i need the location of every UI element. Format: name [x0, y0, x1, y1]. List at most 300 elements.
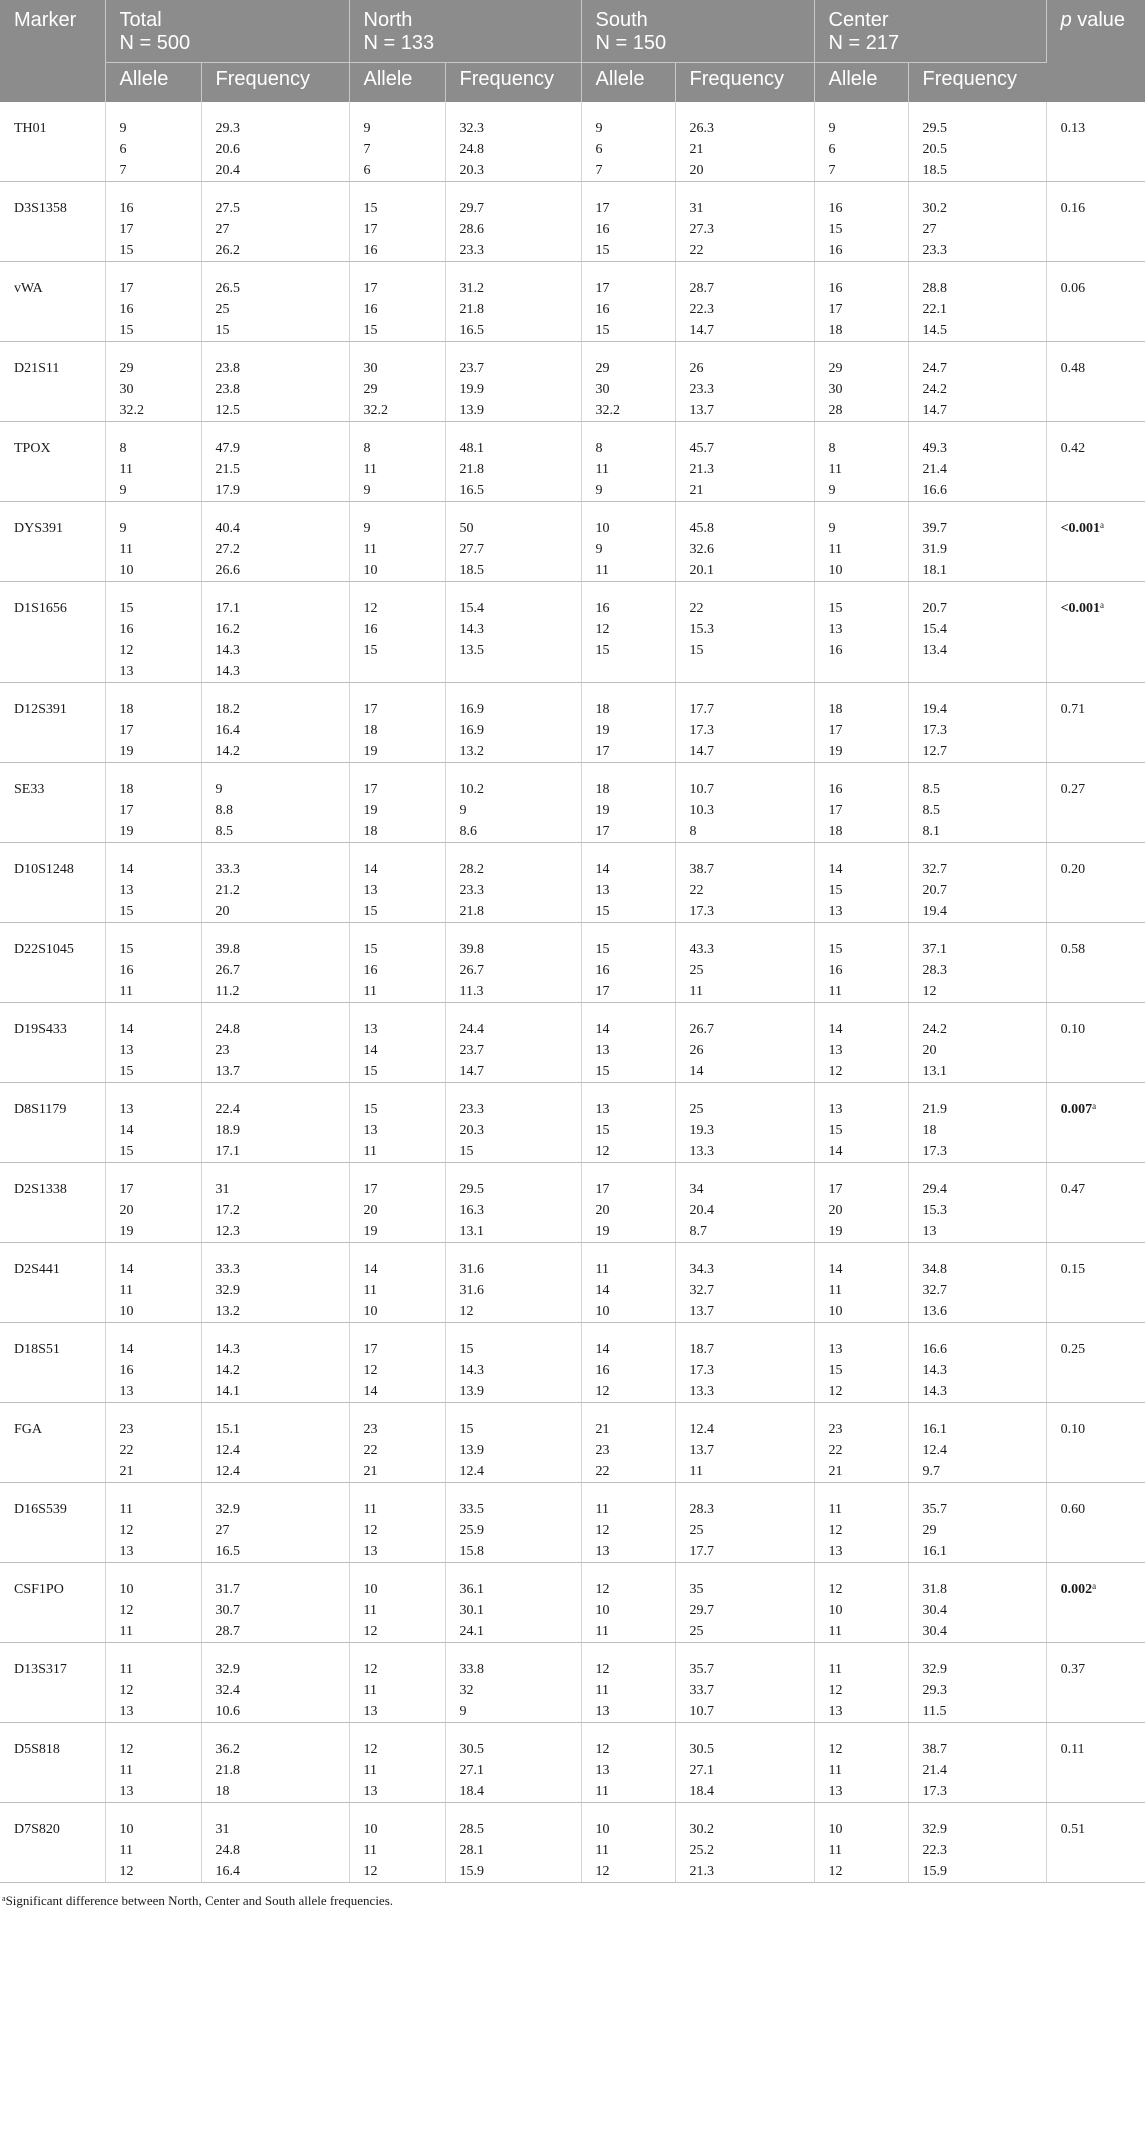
allele-cell — [349, 582, 445, 683]
frequency-value: 22.4 — [215, 1102, 240, 1117]
allele-value: 22 — [828, 1443, 843, 1458]
allele-value: 16 — [119, 1363, 134, 1378]
frequency-value: 16.1 — [922, 1544, 948, 1559]
allele-value: 19 — [119, 1224, 134, 1239]
frequency-cell — [675, 422, 814, 502]
frequency-value: 33.8 — [459, 1662, 485, 1677]
frequency-value: 12.5 — [215, 403, 240, 418]
allele-cell — [105, 1323, 201, 1403]
allele-value: 22 — [595, 1464, 610, 1479]
frequency-cell — [445, 1003, 581, 1083]
marker-cell: D22S1045 — [0, 923, 105, 1003]
frequency-value: 16.2 — [215, 622, 240, 637]
allele-cell — [581, 582, 675, 683]
frequency-value: 14.5 — [922, 323, 948, 338]
frequency-cell — [445, 923, 581, 1003]
allele-value: 16 — [828, 643, 843, 658]
allele-value: 14 — [595, 1022, 610, 1037]
p-value-header: p value — [1046, 0, 1145, 102]
allele-value: 14 — [363, 1043, 378, 1058]
allele-value: 17 — [119, 803, 134, 818]
allele-value: 11 — [828, 1502, 843, 1517]
frequency-value: 22.3 — [689, 302, 715, 317]
allele-value: 11 — [828, 1662, 843, 1677]
frequency-value: 15.4 — [922, 622, 948, 637]
frequency-value: 8.7 — [689, 1224, 708, 1239]
frequency-value: 31 — [215, 1182, 230, 1197]
table-body — [0, 102, 1145, 1883]
allele-cell — [814, 1643, 908, 1723]
allele-value: 11 — [119, 984, 133, 999]
frequency-value: 17.3 — [922, 1784, 948, 1799]
allele-value: 11 — [363, 1144, 377, 1159]
frequency-cell — [675, 843, 814, 923]
allele-cell — [349, 1003, 445, 1083]
frequency-header: Frequency — [201, 63, 349, 103]
allele-value: 15 — [363, 643, 378, 658]
frequency-cell — [201, 1243, 349, 1323]
allele-value: 15 — [828, 601, 843, 616]
p-value-cell — [1046, 102, 1145, 182]
frequency-value: 12.4 — [459, 1464, 485, 1479]
allele-value: 14 — [119, 862, 134, 877]
p-value-cell — [1046, 763, 1145, 843]
frequency-value: 27.7 — [459, 542, 485, 557]
allele-value: 21 — [595, 1422, 610, 1437]
allele-value: 32.2 — [119, 403, 144, 418]
allele-value: 13 — [828, 1102, 843, 1117]
frequency-value: 14.7 — [689, 323, 715, 338]
allele-value: 20 — [595, 1203, 610, 1218]
allele-value: 14 — [595, 1342, 610, 1357]
allele-value: 11 — [119, 1763, 133, 1778]
frequency-value: 14.2 — [215, 1363, 240, 1378]
allele-cell — [581, 1723, 675, 1803]
frequency-value: 32.9 — [922, 1822, 948, 1837]
allele-value: 15 — [595, 1064, 610, 1079]
p-value: 0.58 — [1060, 942, 1086, 957]
allele-value: 17 — [595, 744, 610, 759]
allele-value: 19 — [595, 803, 610, 818]
frequency-cell — [201, 582, 349, 683]
allele-value: 15 — [363, 904, 378, 919]
allele-cell — [349, 422, 445, 502]
marker-cell: D21S11 — [0, 342, 105, 422]
frequency-value: 21.3 — [689, 1864, 715, 1879]
allele-cell — [105, 1803, 201, 1883]
allele-value: 11 — [828, 462, 843, 477]
p-value: 0.51 — [1060, 1822, 1086, 1837]
frequency-value: 34 — [689, 1182, 704, 1197]
group-header-south: South N = 150 — [581, 0, 814, 63]
frequency-value: 18.1 — [922, 563, 948, 578]
p-value-cell — [1046, 1563, 1145, 1643]
marker-cell: D7S820 — [0, 1803, 105, 1883]
allele-value: 15 — [119, 323, 134, 338]
allele-value: 17 — [363, 1342, 378, 1357]
allele-value: 10 — [119, 1582, 134, 1597]
allele-cell — [105, 923, 201, 1003]
allele-value: 11 — [595, 1843, 610, 1858]
frequency-value: 28.3 — [689, 1502, 715, 1517]
allele-value: 15 — [363, 1102, 378, 1117]
frequency-value: 36.1 — [459, 1582, 485, 1597]
allele-value: 8 — [363, 441, 371, 456]
frequency-value: 35.7 — [922, 1502, 948, 1517]
frequency-value: 28.2 — [459, 862, 485, 877]
frequency-value: 20.4 — [215, 163, 240, 178]
p-value: 0.47 — [1060, 1182, 1086, 1197]
frequency-cell — [675, 182, 814, 262]
allele-value: 14 — [119, 1123, 134, 1138]
allele-value: 12 — [119, 1523, 134, 1538]
frequency-value: 18.5 — [459, 563, 485, 578]
marker-header: Marker — [0, 0, 105, 102]
frequency-value: 12.4 — [215, 1443, 240, 1458]
frequency-value: 15 — [215, 323, 230, 338]
allele-value: 16 — [828, 281, 843, 296]
allele-value: 18 — [595, 702, 610, 717]
frequency-cell — [675, 1483, 814, 1563]
group-header-total: Total N = 500 — [105, 0, 349, 63]
allele-value: 13 — [119, 1384, 134, 1399]
frequency-value: 21.8 — [459, 462, 485, 477]
allele-header: Allele — [581, 63, 675, 103]
significance-mark: a — [1092, 1581, 1097, 1591]
allele-header: Allele — [349, 63, 445, 103]
frequency-value: 9.7 — [922, 1464, 941, 1479]
frequency-value: 26.2 — [215, 243, 240, 258]
frequency-cell — [908, 1803, 1046, 1883]
allele-cell — [814, 262, 908, 342]
allele-value: 6 — [363, 163, 371, 178]
allele-value: 9 — [363, 121, 371, 136]
allele-value: 18 — [595, 782, 610, 797]
frequency-value: 17.1 — [215, 601, 240, 616]
allele-value: 12 — [595, 1742, 610, 1757]
allele-cell — [349, 262, 445, 342]
allele-value: 17 — [595, 984, 610, 999]
allele-cell — [105, 1723, 201, 1803]
frequency-value: 15 — [689, 643, 704, 658]
allele-value: 11 — [595, 1624, 610, 1639]
marker-cell: D19S433 — [0, 1003, 105, 1083]
allele-cell — [814, 1323, 908, 1403]
allele-value: 13 — [828, 904, 843, 919]
allele-value: 18 — [828, 824, 843, 839]
frequency-cell — [201, 763, 349, 843]
allele-value: 13 — [119, 1784, 134, 1799]
frequency-value: 26.7 — [689, 1022, 715, 1037]
marker-cell: D8S1179 — [0, 1083, 105, 1163]
allele-cell — [105, 843, 201, 923]
frequency-value: 10.3 — [689, 803, 715, 818]
allele-header: Allele — [105, 63, 201, 103]
marker-cell: D2S1338 — [0, 1163, 105, 1243]
allele-value: 14 — [828, 862, 843, 877]
frequency-value: 32 — [459, 1683, 474, 1698]
frequency-cell — [675, 683, 814, 763]
allele-value: 17 — [119, 281, 134, 296]
allele-value: 12 — [828, 1582, 843, 1597]
allele-value: 13 — [828, 1043, 843, 1058]
frequency-cell — [201, 182, 349, 262]
frequency-cell — [445, 1643, 581, 1723]
allele-cell — [349, 1483, 445, 1563]
frequency-cell — [445, 763, 581, 843]
frequency-cell — [201, 262, 349, 342]
allele-value: 21 — [828, 1464, 843, 1479]
allele-value: 10 — [828, 1603, 843, 1618]
allele-value: 30 — [363, 361, 378, 376]
frequency-value: 34.3 — [689, 1262, 715, 1277]
frequency-cell — [445, 843, 581, 923]
allele-value: 12 — [595, 1144, 610, 1159]
allele-value: 11 — [828, 1283, 843, 1298]
frequency-cell — [675, 1163, 814, 1243]
allele-value: 12 — [595, 622, 610, 637]
allele-cell — [581, 1643, 675, 1723]
frequency-cell — [908, 843, 1046, 923]
allele-value: 18 — [363, 723, 378, 738]
allele-value: 11 — [363, 984, 377, 999]
p-value: <0.001 — [1060, 521, 1101, 536]
allele-cell — [814, 102, 908, 182]
allele-value: 14 — [119, 1022, 134, 1037]
frequency-value: 21 — [689, 483, 704, 498]
allele-value: 8 — [595, 441, 603, 456]
allele-cell — [814, 582, 908, 683]
allele-value: 9 — [119, 483, 127, 498]
table-row — [0, 923, 1145, 1003]
frequency-value: 43.3 — [689, 942, 715, 957]
frequency-cell — [908, 1163, 1046, 1243]
allele-value: 16 — [828, 201, 843, 216]
frequency-value: 32.3 — [459, 121, 485, 136]
allele-value: 17 — [828, 803, 843, 818]
allele-value: 17 — [119, 723, 134, 738]
table-row — [0, 262, 1145, 342]
allele-value: 10 — [595, 1822, 610, 1837]
allele-value: 19 — [363, 1224, 378, 1239]
allele-value: 11 — [363, 1603, 377, 1618]
allele-value: 18 — [828, 702, 843, 717]
allele-cell — [814, 763, 908, 843]
frequency-value: 19.9 — [459, 382, 485, 397]
allele-value: 11 — [595, 1683, 610, 1698]
allele-value: 11 — [828, 984, 843, 999]
p-value: 0.002 — [1060, 1582, 1093, 1597]
allele-value: 7 — [119, 163, 127, 178]
allele-value: 13 — [595, 1763, 610, 1778]
frequency-value: 19.4 — [922, 702, 948, 717]
allele-value: 10 — [363, 1304, 378, 1319]
frequency-value: 10.6 — [215, 1704, 240, 1719]
allele-value: 21 — [363, 1464, 378, 1479]
allele-cell — [105, 683, 201, 763]
p-value: 0.007 — [1060, 1102, 1093, 1117]
allele-value: 13 — [119, 1043, 134, 1058]
frequency-value: 12.4 — [215, 1464, 240, 1479]
frequency-value: 13.7 — [689, 403, 715, 418]
frequency-value: 32.9 — [215, 1502, 240, 1517]
allele-value: 15 — [828, 883, 843, 898]
frequency-cell — [675, 582, 814, 683]
allele-value: 29 — [119, 361, 134, 376]
frequency-cell — [201, 1403, 349, 1483]
allele-cell — [349, 102, 445, 182]
allele-value: 12 — [595, 1523, 610, 1538]
p-value-cell — [1046, 1403, 1145, 1483]
frequency-cell — [201, 1003, 349, 1083]
allele-cell — [349, 683, 445, 763]
frequency-value: 14.7 — [689, 744, 715, 759]
allele-cell — [581, 843, 675, 923]
allele-value: 12 — [363, 1624, 378, 1639]
frequency-value: 20.3 — [459, 163, 485, 178]
frequency-value: 11.3 — [459, 984, 484, 999]
allele-cell — [349, 1243, 445, 1323]
marker-cell: D16S539 — [0, 1483, 105, 1563]
frequency-cell — [201, 422, 349, 502]
frequency-value: 13.2 — [459, 744, 485, 759]
marker-cell: TH01 — [0, 102, 105, 182]
allele-value: 13 — [119, 664, 134, 679]
allele-value: 30 — [595, 382, 610, 397]
table-row — [0, 843, 1145, 923]
frequency-value: 13.9 — [459, 1384, 485, 1399]
frequency-value: 40.4 — [215, 521, 240, 536]
footnote: $^a$Significant difference between North, Center and South allele frequencies. — [2, 1893, 394, 1908]
frequency-value: 18 — [922, 1123, 937, 1138]
allele-header: Allele — [814, 63, 908, 103]
frequency-value: 39.8 — [215, 942, 240, 957]
frequency-value: 27.5 — [215, 201, 240, 216]
frequency-value: 13.4 — [922, 643, 948, 658]
frequency-header: Frequency — [908, 63, 1046, 103]
allele-value: 13 — [828, 1342, 843, 1357]
frequency-value: 30.5 — [689, 1742, 715, 1757]
allele-value: 23 — [828, 1422, 843, 1437]
frequency-value: 26 — [689, 1043, 704, 1058]
frequency-value: 21.4 — [922, 462, 948, 477]
frequency-cell — [908, 1003, 1046, 1083]
frequency-value: 33.7 — [689, 1683, 715, 1698]
allele-value: 11 — [363, 1763, 377, 1778]
allele-value: 9 — [828, 483, 836, 498]
p-value: 0.27 — [1060, 782, 1086, 797]
frequency-cell — [445, 683, 581, 763]
frequency-value: 21.4 — [922, 1763, 948, 1778]
allele-value: 11 — [828, 1763, 843, 1778]
allele-value: 19 — [828, 1224, 843, 1239]
allele-value: 22 — [119, 1443, 134, 1458]
frequency-value: 17.3 — [922, 723, 948, 738]
frequency-value: 20.4 — [689, 1203, 715, 1218]
table-row — [0, 683, 1145, 763]
allele-cell — [105, 1163, 201, 1243]
frequency-cell — [908, 502, 1046, 582]
frequency-value: 21.9 — [922, 1102, 948, 1117]
frequency-value: 13.3 — [689, 1384, 715, 1399]
frequency-value: 24.8 — [459, 142, 485, 157]
allele-value: 14 — [119, 1262, 134, 1277]
frequency-value: 47.9 — [215, 441, 240, 456]
allele-value: 13 — [595, 1544, 610, 1559]
allele-value: 10 — [595, 1603, 610, 1618]
frequency-value: 13.7 — [215, 1064, 240, 1079]
marker-cell: D10S1248 — [0, 843, 105, 923]
allele-value: 13 — [595, 1102, 610, 1117]
marker-cell: D18S51 — [0, 1323, 105, 1403]
frequency-cell — [675, 502, 814, 582]
allele-value: 16 — [119, 963, 134, 978]
frequency-value: 32.9 — [922, 1662, 948, 1677]
allele-cell — [581, 502, 675, 582]
allele-value: 12 — [595, 1662, 610, 1677]
frequency-cell — [908, 1643, 1046, 1723]
allele-cell — [105, 763, 201, 843]
allele-value: 11 — [363, 1502, 377, 1517]
header-group-row — [0, 0, 1145, 63]
frequency-cell — [201, 1083, 349, 1163]
frequency-cell — [445, 1083, 581, 1163]
allele-cell — [814, 1563, 908, 1643]
allele-value: 11 — [595, 1784, 610, 1799]
p-value: 0.13 — [1060, 121, 1086, 136]
frequency-value: 23.3 — [459, 243, 485, 258]
frequency-cell — [908, 1243, 1046, 1323]
allele-value: 10 — [363, 563, 378, 578]
allele-value: 19 — [363, 744, 378, 759]
allele-value: 30 — [119, 382, 134, 397]
allele-value: 15 — [595, 1123, 610, 1138]
frequency-value: 14.1 — [215, 1384, 240, 1399]
frequency-value: 14.3 — [215, 1342, 240, 1357]
allele-value: 15 — [595, 323, 610, 338]
allele-cell — [105, 582, 201, 683]
allele-value: 12 — [119, 643, 134, 658]
marker-cell: D1S1656 — [0, 582, 105, 683]
frequency-value: 15.8 — [459, 1544, 485, 1559]
frequency-value: 28.7 — [689, 281, 715, 296]
allele-cell — [349, 182, 445, 262]
allele-value: 10 — [363, 1582, 378, 1597]
allele-cell — [814, 342, 908, 422]
allele-cell — [814, 1163, 908, 1243]
frequency-value: 28.6 — [459, 222, 485, 237]
frequency-value: 32.6 — [689, 542, 715, 557]
frequency-value: 8 — [689, 824, 697, 839]
marker-cell: D5S818 — [0, 1723, 105, 1803]
frequency-value: 23.3 — [459, 883, 485, 898]
frequency-value: 9 — [459, 1704, 467, 1719]
allele-value: 11 — [363, 1683, 377, 1698]
frequency-value: 20.7 — [922, 883, 948, 898]
allele-value: 20 — [828, 1203, 843, 1218]
frequency-value: 16.9 — [459, 702, 485, 717]
p-value-cell — [1046, 683, 1145, 763]
frequency-value: 31.2 — [459, 281, 485, 296]
frequency-cell — [201, 683, 349, 763]
frequency-value: 13.3 — [689, 1144, 715, 1159]
frequency-value: 32.7 — [689, 1283, 715, 1298]
frequency-value: 32.4 — [215, 1683, 240, 1698]
frequency-value: 17.7 — [689, 702, 715, 717]
frequency-value: 12 — [922, 984, 937, 999]
frequency-value: 30.2 — [922, 201, 948, 216]
frequency-value: 9 — [215, 782, 223, 797]
